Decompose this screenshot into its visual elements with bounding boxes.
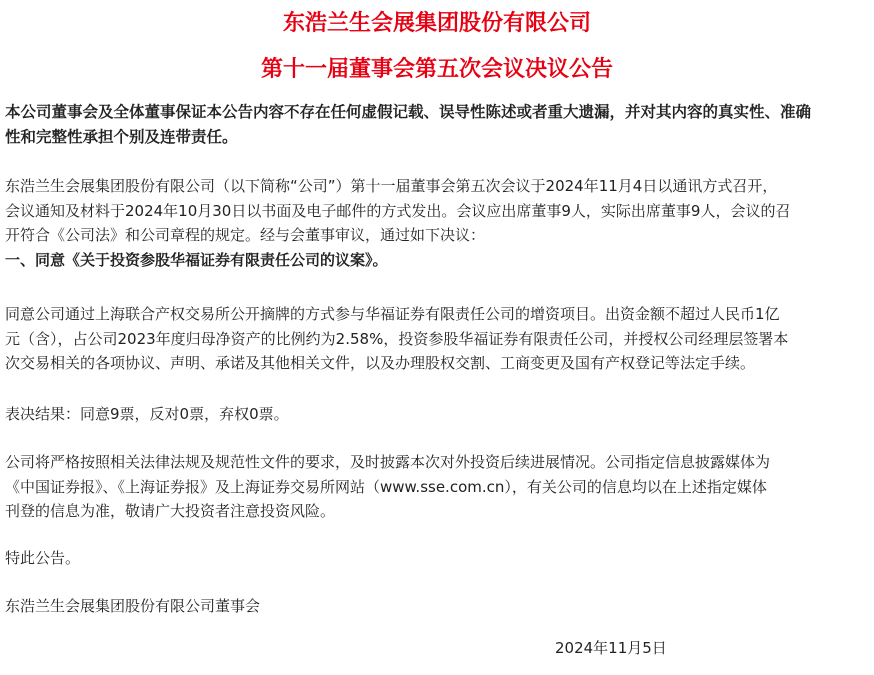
announcement-title: 第十一届董事会第五次会议决议公告	[260, 57, 613, 82]
intro-line: 开符合《公司法》和公司章程的规定。经与会董事审议，通过如下决议：	[5, 226, 486, 244]
intro-line: 东浩兰生会展集团股份有限公司（以下简称“公司”）第十一届董事会第五次会议于2024年11月4日以通讯方式召开，	[5, 177, 778, 195]
intro-line: 会议通知及材料于2024年10月30日以书面及电子邮件的方式发出。会议应出席董事9人，实际出席董事9人，会议的召	[5, 201, 791, 220]
closing-remark	[5, 546, 869, 571]
signer-text: 东浩兰生会展集团股份有限公司董事会	[5, 597, 261, 615]
vote-result-text: 表决结果：同意9票，反对0票，弃权0票。	[5, 405, 289, 423]
disclaimer-paragraph	[5, 100, 869, 149]
intro-paragraph	[5, 174, 869, 272]
investment-paragraph	[5, 302, 869, 376]
disclosure-line: 公司将严格按照相关法律法规及规范性文件的要求，及时披露本次对外投资后续进展情况。公司指定信息披露媒体为	[5, 453, 771, 471]
disclosure-line: 《中国证券报》、《上海证券报》及上海证券交易所网站（www.sse.com.cn），有关公司的信息均以在上述指定媒体	[5, 477, 767, 496]
disclosure-line: 刊登的信息为准，敬请广大投资者注意投资风险。	[5, 502, 336, 520]
closing-text: 特此公告。	[5, 549, 81, 567]
company-title: 东浩兰生会展集团股份有限公司	[282, 11, 591, 36]
investment-line: 同意公司通过上海联合产权交易所公开摘牌的方式参与华福证券有限责任公司的增资项目。出资金额不超过人民币1亿	[5, 305, 780, 323]
resolution-heading: 一、同意《关于投资参股华福证券有限责任公司的议案》。	[5, 250, 388, 269]
disclaimer-line: 性和完整性承担个别及连带责任。	[5, 127, 238, 146]
vote-result	[5, 402, 869, 427]
disclosure-paragraph	[5, 450, 869, 524]
investment-line: 元（含），占公司2023年度归母净资产的比例约为2.58%，投资参股华福证券有限责任公司，并授权公司经理层签署本	[5, 329, 789, 348]
announcement-date: 2024年11月5日	[555, 639, 667, 657]
disclaimer-line: 本公司董事会及全体董事保证本公告内容不存在任何虚假记载、误导性陈述或者重大遗漏，并对其内容的真实性、准确	[5, 103, 812, 121]
investment-line: 次交易相关的各项协议、声明、承诺及其他相关文件，以及办理股权交割、工商变更及国有产权登记等法定手续。	[5, 354, 756, 372]
signer	[5, 594, 869, 619]
